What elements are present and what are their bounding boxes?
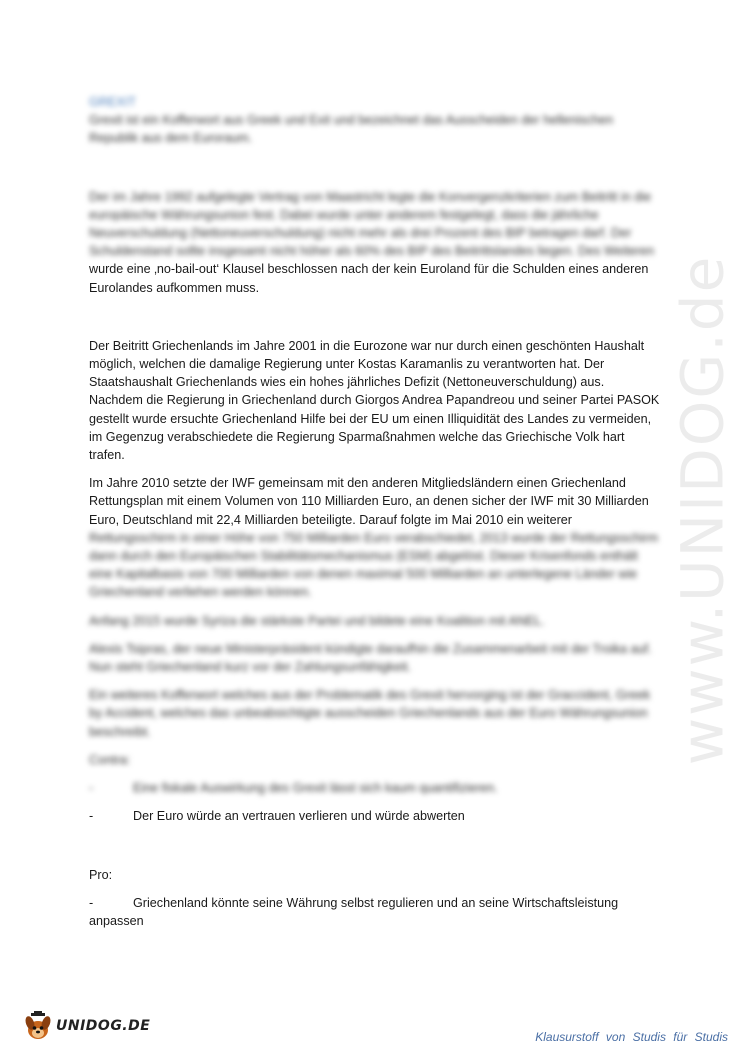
paragraph-3-blurred: Rettungsschirm in einer Höhe von 750 Milliarden Euro verabschiedet, 2013 wurde der Rettungsschirm dann durch den Europäischen Stabilitätsmechanismus (ESM) abgelöst. Dieser Krisenfonds enthält eine Kapitalbasis von 700 Milliarden von denen maximal 500 Milliarden an unterlegene Länder wie Griechenland verliehen werden können. — [89, 530, 659, 600]
bullet-dash: - — [89, 895, 94, 910]
paragraph-5: Alexis Tsipras, der neue Ministerpräsident kündigte daraufhin die Zusammenarbeit mit der Troika auf. Nun steht Griechenland kurz vor der Zahlungsunfähigkeit. — [89, 641, 652, 675]
bullet-dash: - — [89, 809, 94, 824]
pro-item-text: Griechenland könnte seine Währung selbst regulieren und an seine Wirtschaftsleistung anpassen — [89, 895, 619, 928]
footer-tagline: Klausurstoff von Studis für Studis — [535, 1030, 728, 1044]
contra-item-text: Eine fiskale Auswirkung des Grexit lässt sich kaum quantifizieren. — [133, 781, 498, 796]
section-heading: GREXIT — [89, 95, 136, 109]
paragraph-2: Der Beitritt Griechenlands im Jahre 2001 in die Eurozone war nur durch einen geschönten Haushalt möglich, welchen die damalige Regierung unter Kostas Karamanlis zu verantworten hat. Der Staatshaushalt Griechenlands wies ein hohes jährliches Defizit (Nettoneuverschuldung) aus. Nachdem die Regierung in Griechenland durch Giorgos Andrea Papandreou und seiner Partei PASOK gestellt wurde ersuchte Griechenland Hilfe bei der EU um einen Illiquidität des Landes zu vermeiden, im Gegenzug verabschiedete die Regierung Sparmaßnahmen welche das Griechische Volk hart trafen. — [89, 338, 660, 463]
paragraph-6: Ein weiteres Kofferwort welches aus der Problematik des Grexit hervorging ist der Graccident, Greek by Accident, welches das unbeabsichtigte ausscheiden Griechenlands aus der Euro Währungsunion beschreibt. — [89, 688, 651, 739]
bullet-dash: - — [89, 781, 94, 796]
contra-item-text: Der Euro würde an vertrauen verlieren und würde abwerten — [133, 809, 465, 824]
pro-item-1 — [89, 894, 661, 930]
dog-mascot-icon — [22, 1010, 54, 1042]
contra-item-2 — [89, 807, 661, 825]
paragraph-3-visible: Im Jahre 2010 setzte der IWF gemeinsam mit den anderen Mitgliedsländern einen Griechenland Rettungsplan mit einem Volumen von 110 Milliarden Euro, an denen sicher der IWF mit 30 Milliarden Euro, Deutschland mit 22,4 Milliarden beteiligte. Darauf folgte im Mai 2010 ein weiterer — [89, 476, 649, 527]
paragraph-1-blurred: Der im Jahre 1992 aufgelegte Vertrag von Maastricht legte die Konvergenzkriterien zum Beitritt in die europäische Währungsunion fest. Dabei wurde unter anderem festgelegt, dass die jährliche Neuverschuldung (Nettoneuverschuldung) nicht mehr als drei Prozent des BIP betragen darf. Der Schuldenstand sollte insgesamt nicht höher als 60% des BIP des Beitrittslandes liegen. Des Weiteren — [89, 189, 655, 259]
watermark-text: www.UNIDOG.de — [668, 254, 736, 766]
logo-text: UNIDOG.DE — [56, 1018, 151, 1034]
document-body — [89, 93, 661, 930]
paragraph-4: Anfang 2015 wurde Syriza die stärkste Partei und bildete eine Koalition mit ANEL. — [89, 613, 545, 628]
contra-item-1 — [89, 779, 661, 797]
paragraph-1-visible: wurde eine ‚no-bail-out‘ Klausel beschlossen nach der kein Euroland für die Schulden eines anderen Eurolandes aufkommen muss. — [89, 262, 649, 295]
unidog-logo[interactable] — [22, 1010, 150, 1042]
pro-label: Pro: — [89, 867, 113, 882]
contra-label: Contra: — [89, 752, 131, 767]
intro-paragraph: Grexit ist ein Kofferwort aus Greek und Exit und bezeichnet das Ausscheiden der hellenischen Republik aus dem Euroraum. — [89, 113, 614, 146]
